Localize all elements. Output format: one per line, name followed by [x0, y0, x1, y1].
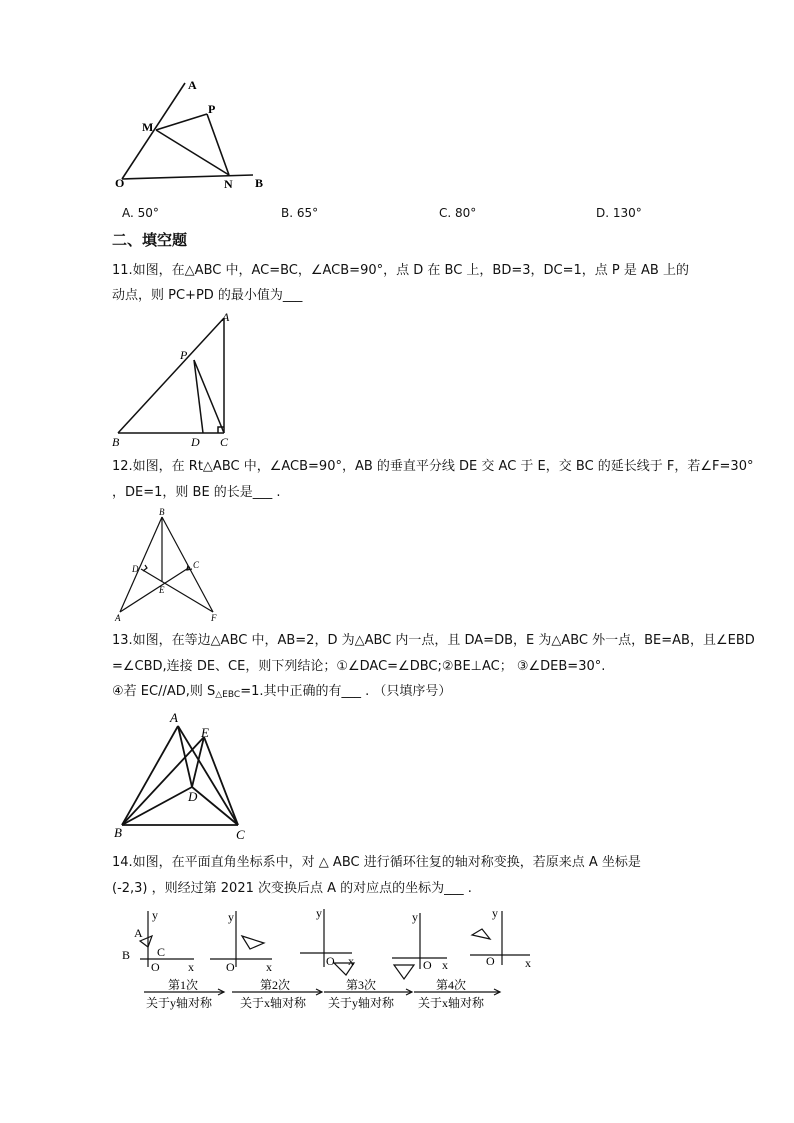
option-b: B. 65°	[281, 206, 319, 220]
q13-line1: 13.如图，在等边△ABC 中，AB=2，D 为△ABC 内一点，且 DA=DB，E 为△ABC 外一点，BE=AB，且∠EBD	[112, 633, 755, 648]
step-2-count: 第2次	[260, 978, 291, 992]
point-b-1: B	[122, 948, 131, 962]
label-C: C	[220, 435, 229, 449]
origin-2: O	[226, 960, 235, 974]
q11-figure	[108, 308, 238, 450]
q12-line2: ，DE=1，则 BE 的长是___ .	[112, 485, 281, 500]
q11-line1: 11.如图，在△ABC 中，AC=BC，∠ACB=90°，点 D 在 BC 上，BD=3，DC=1，点 P 是 AB 上的	[112, 263, 689, 278]
label-N: N	[224, 177, 233, 191]
axis-x-2: x	[266, 960, 272, 974]
step-2-rule: 关于x轴对称	[240, 996, 307, 1010]
step-3-count: 第3次	[346, 978, 377, 992]
axis-y-4: y	[412, 910, 418, 924]
label-C: C	[193, 560, 200, 570]
step-1-rule: 关于y轴对称	[146, 996, 213, 1010]
step-4-count: 第4次	[436, 978, 467, 992]
label-E: E	[159, 585, 165, 595]
axis-y-5: y	[492, 906, 498, 920]
label-D: D	[191, 435, 200, 449]
q14-figure	[112, 903, 542, 1018]
axis-y-3: y	[316, 906, 322, 920]
label-B: B	[114, 825, 122, 840]
label-B: B	[112, 435, 120, 449]
option-d: D. 130°	[596, 206, 642, 220]
axis-x-4: x	[442, 958, 448, 972]
q12-line1: 12.如图，在 Rt△ABC 中，∠ACB=90°，AB 的垂直平分线 DE 交 AC 于 E，交 BC 的延长线于 F，若∠F=30°	[112, 459, 754, 474]
label-M: M	[142, 120, 154, 134]
step-3-rule: 关于y轴对称	[328, 996, 395, 1010]
axis-x-3: x	[348, 954, 354, 968]
origin-5: O	[486, 954, 495, 968]
origin-3: O	[326, 954, 335, 968]
label-D: D	[188, 789, 198, 804]
q12-figure	[110, 505, 225, 625]
label-E: E	[201, 725, 209, 740]
label-F: F	[211, 613, 217, 623]
origin-4: O	[423, 958, 432, 972]
label-B: B	[159, 507, 165, 517]
label-A: A	[115, 613, 121, 623]
axis-x-1: x	[188, 960, 194, 974]
point-a-1: A	[134, 926, 143, 940]
step-1-count: 第1次	[168, 978, 199, 992]
label-P: P	[180, 348, 188, 362]
label-A: A	[188, 78, 197, 92]
label-A: A	[222, 310, 230, 324]
label-C: C	[236, 827, 245, 842]
label-P: P	[208, 102, 216, 116]
axis-y-1: y	[152, 908, 158, 922]
step-4-rule: 关于x轴对称	[418, 996, 485, 1010]
label-O: O	[115, 176, 125, 190]
q13-line2: =∠CBD,连接 DE、CE，则下列结论；①∠DAC=∠DBC;②BE⊥AC； ③∠DEB=30°.	[112, 659, 606, 674]
q13-line3: ④若 EC//AD,则 $S_{\triangle EBC}=1$.其中正确的有___ . （只填序号）	[112, 684, 452, 700]
q10-figure	[110, 75, 280, 195]
q11-line2: 动点，则 PC+PD 的最小值为___	[112, 288, 303, 303]
axis-y-2: y	[228, 910, 234, 924]
label-B: B	[255, 176, 264, 190]
origin-1: O	[151, 960, 160, 974]
section-title: 二、填空题	[112, 231, 188, 249]
label-A: A	[170, 710, 178, 725]
axis-x-5: x	[525, 956, 531, 970]
q14-line2: (-2,3) ，则经过第 2021 次变换后点 A 的对应点的坐标为___ .	[112, 881, 472, 896]
q14-line1: 14.如图，在平面直角坐标系中，对 △ ABC 进行循环往复的轴对称变换，若原来点 A 坐标是	[112, 855, 641, 870]
q13-figure	[108, 707, 258, 844]
point-c-1: C	[157, 945, 166, 959]
option-a: A. 50°	[122, 206, 159, 220]
option-c: C. 80°	[439, 206, 477, 220]
label-D: D	[132, 564, 139, 574]
